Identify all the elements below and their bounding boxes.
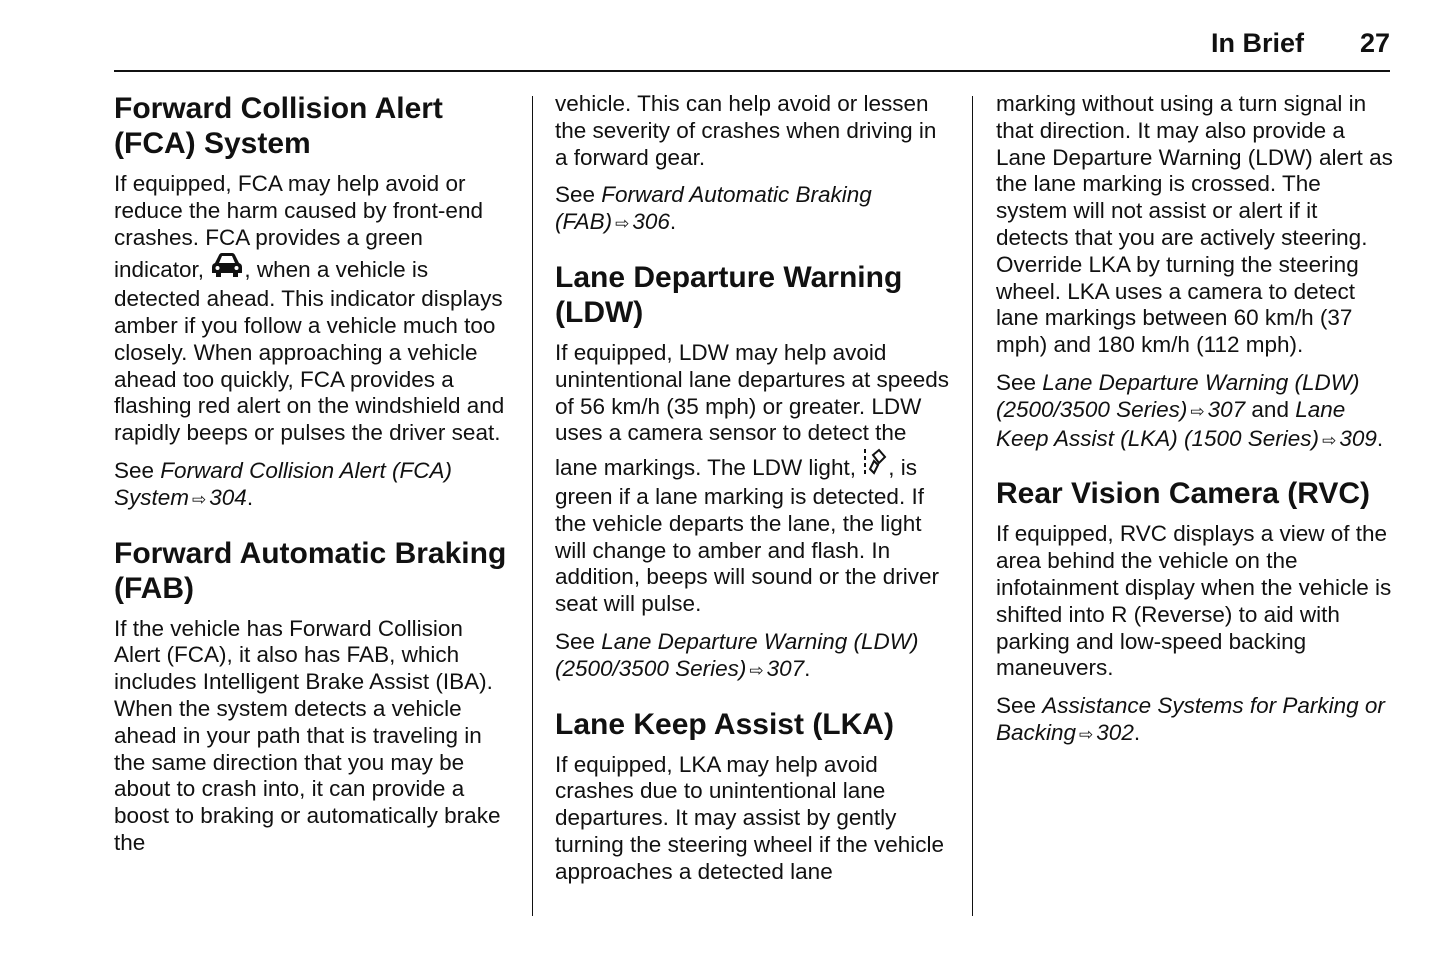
fca-see-reference: See Forward Collision Alert (FCA) System ⇨ 304.	[114, 457, 453, 510]
ldw-heading: Lane Departure Warning (LDW)	[555, 260, 903, 329]
page-header	[114, 22, 1390, 72]
page-number: 27	[1359, 28, 1390, 58]
page-arrow-icon: ⇨	[1079, 724, 1094, 744]
lane-departure-icon	[862, 447, 888, 484]
lka-ref-link-1[interactable]: Lane Departure Warning (LDW) (2500/3500 Series)	[996, 369, 1360, 422]
column-3	[996, 91, 1396, 771]
lka-body-continued: marking without using a turn signal in that direction. It may also provide a Lane Departure Warning (LDW) alert as the lane marking is crossed. The system will not assist or alert if it detects that you are actively steering. Override LKA by turning the steering wheel. LKA uses a camera to detect lane markings between 60 km/h (37 mph) and 180 km/h (112 mph).	[996, 91, 1393, 358]
page-arrow-icon: ⇨	[749, 660, 764, 680]
ldw-ref-link[interactable]: Lane Departure Warning (LDW) (2500/3500 Series)	[555, 628, 919, 681]
ldw-body: If equipped, LDW may help avoid unintentional lane departures at speeds of 56 km/h (35 mph) or greater. LDW uses a camera sensor to detect the lane markings. The LDW light, , is green if a lane marking is detected. If the vehicle departs the lane, the light will change to amber and flash. In addition, beeps will sound or the driver seat will pulse.	[555, 339, 950, 617]
fab-see-reference: See Forward Automatic Braking (FAB) ⇨ 306.	[555, 182, 872, 235]
fca-ref-link[interactable]: Forward Collision Alert (FCA) System	[114, 457, 453, 510]
ldw-see-reference: See Lane Departure Warning (LDW) (2500/3500 Series) ⇨ 307.	[555, 628, 919, 681]
fca-body: If equipped, FCA may help avoid or reduce the harm caused by front-end crashes. FCA provides a green indicator, , when a vehicle is detected ahead. This indicator displays amber if you follow a vehicle much too closely. When approaching a vehicle ahead too quickly, FCA provides a flashing red alert on the windshield and rapidly beeps or pulses the driver seat.	[114, 171, 505, 446]
fab-ref-link[interactable]: Forward Automatic Braking (FAB)	[555, 182, 872, 235]
column-divider	[532, 96, 533, 916]
section-title: In Brief	[1210, 28, 1304, 58]
rvc-ref-link[interactable]: Assistance Systems for Parking or Backing	[996, 693, 1385, 745]
lka-heading: Lane Keep Assist (LKA)	[555, 707, 894, 741]
fab-heading: Forward Automatic Braking (FAB)	[114, 536, 507, 605]
lka-ref-link-2[interactable]: Lane Keep Assist (LKA) (1500 Series)	[996, 396, 1346, 451]
page-arrow-icon: ⇨	[192, 489, 207, 509]
column-2	[555, 91, 955, 897]
column-1	[114, 91, 514, 868]
fab-body: If the vehicle has Forward Collision Alert (FCA), it also has FAB, which includes Intelligent Brake Assist (IBA). When the system detects a vehicle ahead in your path that is traveling in the same direction that you may be about to crash into, it can provide a boost to braking or automatically brake the	[114, 615, 501, 855]
page-arrow-icon: ⇨	[1190, 401, 1205, 421]
rvc-heading: Rear Vision Camera (RVC)	[996, 477, 1371, 511]
fab-body-continued: vehicle. This can help avoid or lessen the severity of crashes when driving in a forward gear.	[555, 91, 937, 170]
vehicle-ahead-icon	[210, 251, 244, 286]
page-arrow-icon: ⇨	[615, 214, 630, 234]
rvc-see-reference: See Assistance Systems for Parking or Backing ⇨ 302.	[996, 693, 1385, 745]
lka-see-reference: See Lane Departure Warning (LDW) (2500/3500 Series) ⇨ 307 and Lane Keep Assist (LKA) (1500 Series) ⇨ 309.	[996, 369, 1384, 451]
rvc-body: If equipped, RVC displays a view of the area behind the vehicle on the infotainment display when the vehicle is shifted into R (Reverse) to aid with parking and low-speed backing maneuvers.	[996, 521, 1392, 681]
column-divider	[972, 96, 973, 916]
lka-body: If equipped, LKA may help avoid crashes due to unintentional lane departures. It may assist by gently turning the steering wheel if the vehicle approaches a detected lane	[555, 751, 944, 884]
page-arrow-icon: ⇨	[1322, 430, 1337, 450]
fca-heading: Forward Collision Alert (FCA) System	[114, 92, 443, 160]
